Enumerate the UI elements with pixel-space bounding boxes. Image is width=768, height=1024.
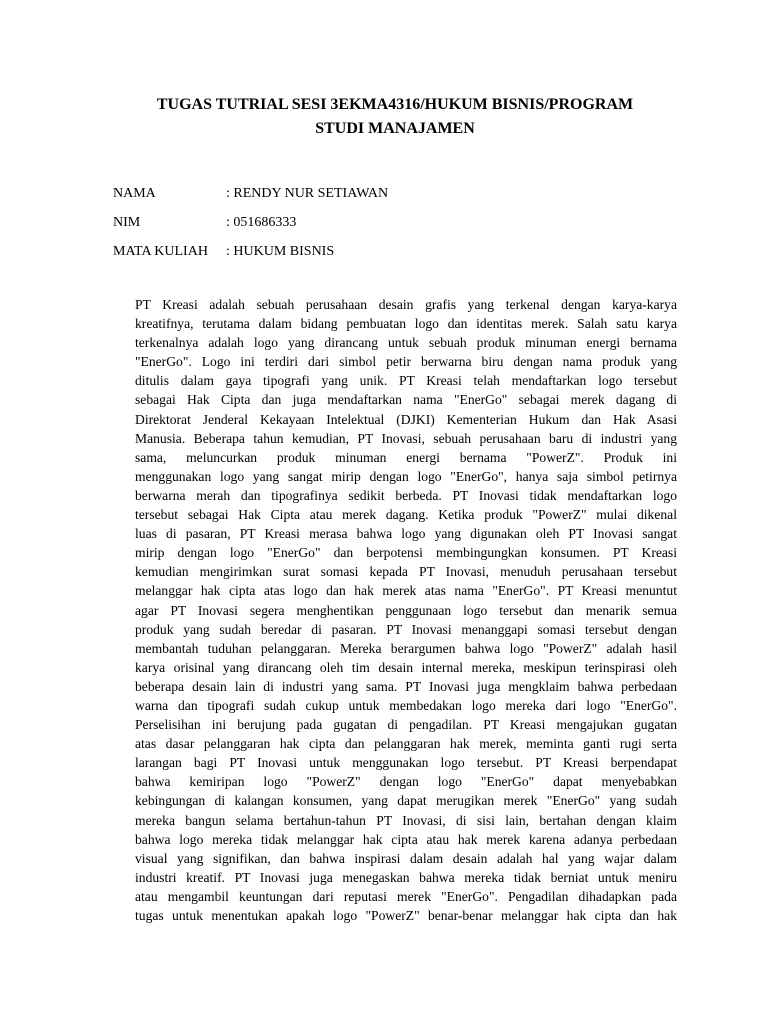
paragraph-line: menggunakan logo yang sangat mirip dengan logo "EnerGo", hanya saja simbol petirnya <box>135 468 677 484</box>
paragraph-line: karya orisinal yang dirancang oleh tim desain internal mereka, meskipun terinspirasi oleh <box>135 659 677 675</box>
paragraph-line: atas dasar pelanggaran hak cipta dan pelanggaran hak merek, meminta ganti rugi serta <box>135 736 677 752</box>
paragraph-line: bahwa kemiripan logo "PowerZ" dengan logo "EnerGo" dapat menyebabkan <box>135 774 677 790</box>
info-value: : HUKUM BISNIS <box>226 244 335 259</box>
paragraph-line: membantah tuduhan pelanggaran. Mereka berargumen bahwa logo "PowerZ" adalah hasil <box>135 640 677 656</box>
info-value: : 051686333 <box>226 215 297 230</box>
paragraph-line: agar PT Inovasi segera menghentikan penggunaan logo tersebut dan menarik semua <box>135 602 677 618</box>
paragraph-line: tersebut sebagai Hak Cipta atau merek dagang. Ketika produk "PowerZ" mulai dikenal <box>135 507 677 523</box>
title-line-2: STUDI MANAJAMEN <box>315 120 475 137</box>
paragraph-line: produk yang sudah beredar di pasaran. PT Inovasi menanggapi somasi tersebut dengan <box>135 621 677 637</box>
paragraph-line: melanggar hak cipta atas logo dan hak merek atas nama "EnerGo". PT Kreasi menuntut <box>135 583 677 599</box>
paragraph-line: sebagai Hak Cipta dan juga mendaftarkan nama "EnerGo" sebagai merek dagang di <box>135 392 677 408</box>
info-value: : RENDY NUR SETIAWAN <box>226 186 389 201</box>
paragraph-line: "EnerGo". Logo ini terdiri dari simbol petir berwarna biru dengan nama produk yang <box>135 354 677 370</box>
info-row-nim <box>113 208 388 237</box>
info-label: NIM <box>113 215 141 230</box>
title-line-1: TUGAS TUTRIAL SESI 3EKMA4316/HUKUM BISNIS/PROGRAM <box>156 96 634 113</box>
paragraph-line: visual yang signifikan, dan bahwa inspirasi dalam desain adalah hal yang wajar dalam <box>135 850 677 866</box>
paragraph-line: larangan bagi PT Inovasi untuk menggunakan logo tersebut. PT Kreasi berpendapat <box>135 755 677 771</box>
paragraph-line: tugas untuk menentukan apakah logo "PowerZ" benar-benar melanggar hak cipta dan hak <box>135 908 677 923</box>
paragraph-line: industri kreatif. PT Inovasi juga menegaskan bahwa mereka tidak berniat untuk meniru <box>135 869 677 885</box>
info-row-mata-kuliah <box>113 237 388 266</box>
paragraph-line: PT Kreasi adalah sebuah perusahaan desain grafis yang terkenal dengan karya-karya <box>135 297 677 312</box>
body-paragraph <box>135 295 677 925</box>
paragraph-line: warna dan tipografi sudah cukup untuk membedakan logo mereka dari logo "EnerGo". <box>135 697 677 713</box>
paragraph-line: berwarna merah dan tipografinya sedikit berbeda. PT Inovasi tidak mendaftarkan logo <box>135 487 677 503</box>
paragraph-line: bahwa logo mereka tidak melanggar hak cipta atau hak merek karena adanya perbedaan <box>135 831 677 847</box>
info-label: MATA KULIAH <box>113 244 208 259</box>
paragraph-line: Direktorat Jenderal Kekayaan Intelektual (DJKI) Kementerian Hukum dan Hak Asasi <box>135 411 677 427</box>
paragraph-line: Perselisihan ini berujung pada gugatan di pengadilan. PT Kreasi mengajukan gugatan <box>135 717 677 733</box>
paragraph-line: mirip dengan logo "EnerGo" dan berpotensi membingungkan konsumen. PT Kreasi <box>135 545 677 561</box>
student-info <box>113 179 388 266</box>
paragraph-line: beberapa desain lain di industri yang sama. PT Inovasi juga mengklaim bahwa perbedaan <box>135 678 677 694</box>
paragraph-line: atau mengambil keuntungan dari reputasi merek "EnerGo". Pengadilan dihadapkan pada <box>135 888 677 904</box>
paragraph-line: terkenalnya adalah logo yang dirancang untuk sebuah produk minuman energi bernama <box>135 335 677 351</box>
paragraph-line: kreatifnya, terutama dalam bidang pembuatan logo dan identitas merek. Salah satu karya <box>135 316 677 332</box>
paragraph-line: Manusia. Beberapa tahun kemudian, PT Inovasi, sebuah perusahaan baru di industri yang <box>135 430 677 446</box>
paragraph-line: ditulis dalam gaya tipografi yang unik. PT Kreasi telah mendaftarkan logo tersebut <box>135 373 677 389</box>
paragraph-line: mereka bangun selama bertahun-tahun PT Inovasi, di sisi lain, bertahan dengan klaim <box>135 812 677 828</box>
paragraph-line: sama, meluncurkan produk minuman energi bernama "PowerZ". Produk ini <box>135 449 677 465</box>
info-label: NAMA <box>113 186 156 201</box>
paragraph-line: luas di pasaran, PT Kreasi merasa bahwa logo yang digunakan oleh PT Inovasi sangat <box>135 526 677 542</box>
paragraph-line: kebingungan di kalangan konsumen, yang dapat merugikan merek "EnerGo" yang sudah <box>135 793 677 809</box>
page-title <box>100 93 690 141</box>
paragraph-line: kemudian mengirimkan surat somasi kepada PT Inovasi, menuduh perusahaan tersebut <box>135 564 677 580</box>
info-row-nama <box>113 179 388 208</box>
